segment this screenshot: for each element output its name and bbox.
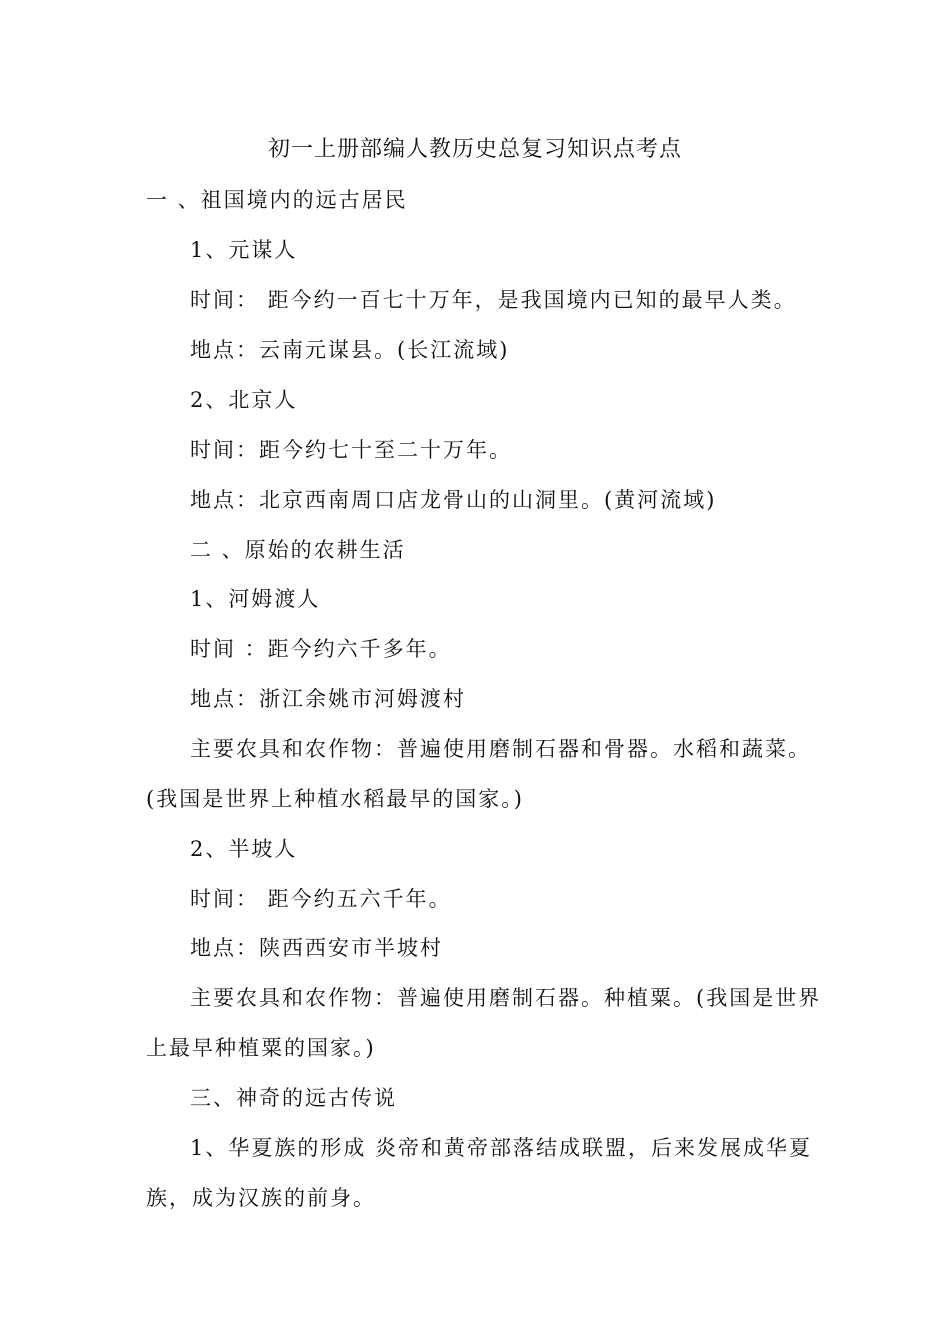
subheading-hemudu: 1、河姆渡人 <box>190 587 321 611</box>
text-line: 主要农具和农作物：普遍使用磨制石器和骨器。水稻和蔬菜。 <box>190 737 811 761</box>
text-line: 地点：陕西西安市半坡村 <box>190 936 443 960</box>
text-line: 时间：距今约七十至二十万年。 <box>190 438 512 462</box>
subheading-beijing: 2、北京人 <box>190 388 298 412</box>
text-line: 地点：云南元谋县。(长江流域) <box>190 338 510 362</box>
text-line: 时间 ：距今约六千多年。 <box>190 637 452 661</box>
subheading-yuanmou: 1、元谋人 <box>190 238 298 262</box>
text-line: 1、华夏族的形成 炎帝和黄帝部落结成联盟，后来发展成华夏 <box>190 1136 813 1160</box>
text-line: 上最早种植粟的国家。) <box>146 1036 376 1060</box>
document-title: 初一上册部编人教历史总复习知识点考点 <box>267 137 682 162</box>
text-line: 时间： 距今约五六千年。 <box>190 887 452 911</box>
text-line: 族，成为汉族的前身。 <box>146 1186 376 1210</box>
text-line: 时间： 距今约一百七十万年，是我国境内已知的最早人类。 <box>190 288 797 312</box>
section-heading-1: 一 、祖国境内的远古居民 <box>146 188 408 212</box>
text-line: 地点：北京西南周口店龙骨山的山洞里。(黄河流域) <box>190 488 717 512</box>
text-line: 主要农具和农作物：普遍使用磨制石器。种植粟。(我国是世界 <box>190 986 822 1010</box>
subheading-banpo: 2、半坡人 <box>190 837 298 861</box>
text-line: 地点：浙江余姚市河姆渡村 <box>190 687 466 711</box>
text-line: (我国是世界上种植水稻最早的国家。) <box>146 787 524 811</box>
section-heading-3: 三、神奇的远古传说 <box>190 1086 397 1110</box>
section-heading-2: 二 、原始的农耕生活 <box>190 538 406 562</box>
